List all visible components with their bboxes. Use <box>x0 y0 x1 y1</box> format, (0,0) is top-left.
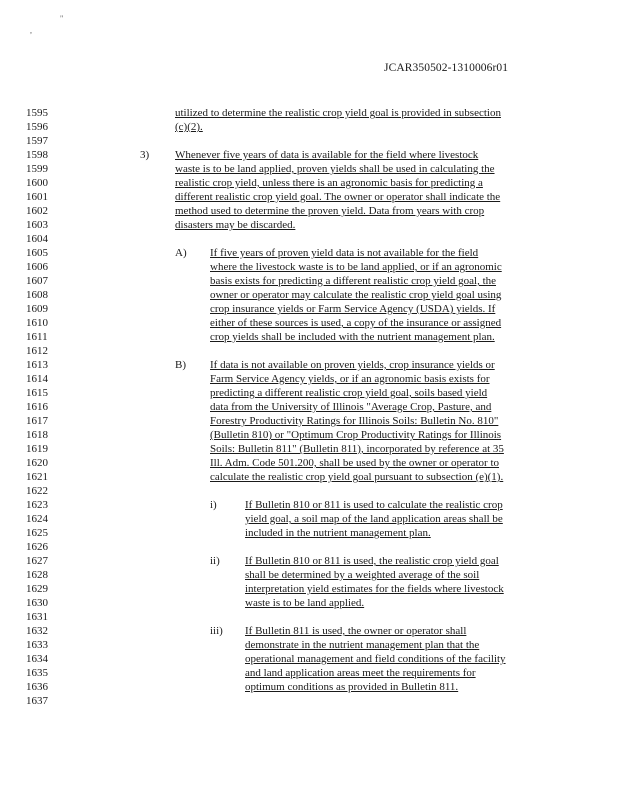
line-number: 1635 <box>26 667 48 679</box>
line-number: 1608 <box>26 289 48 301</box>
text-line: owner or operator may calculate the realistic crop yield goal using <box>210 289 502 301</box>
item-marker-3: 3) <box>140 149 150 161</box>
line-number: 1627 <box>26 555 48 567</box>
line-number: 1621 <box>26 471 48 483</box>
line-number: 1605 <box>26 247 48 259</box>
text-line: different realistic crop yield goal. The owner or operator shall indicate the <box>175 191 501 203</box>
line-number: 1610 <box>26 317 48 329</box>
item-marker-b: B) <box>175 359 186 371</box>
line-number: 1618 <box>26 429 48 441</box>
text-line: Whenever five years of data is available for the field where livestock <box>175 149 479 161</box>
item-marker-a: A) <box>175 247 187 259</box>
item-marker-ii: ii) <box>210 555 220 567</box>
text-line: either of these sources is used, a copy of the insurance or assigned <box>210 317 502 329</box>
text-line: If Bulletin 810 or 811 is used to calculate the realistic crop <box>245 499 503 511</box>
line-number: 1632 <box>26 625 48 637</box>
line-number: 1633 <box>26 639 48 651</box>
text-line: Soils: Bulletin 811" (Bulletin 811), incorporated by reference at 35 <box>210 443 504 455</box>
line-number: 1624 <box>26 513 48 525</box>
text-line: (Bulletin 810) or "Optimum Crop Productivity Ratings for Illinois <box>210 429 502 441</box>
item-marker-iii: iii) <box>210 625 223 637</box>
text-line: method used to determine the proven yield. Data from years with crop <box>175 205 485 217</box>
text-line: waste is to be land applied. <box>245 597 365 609</box>
text-line: yield goal, a soil map of the land application areas shall be <box>245 513 503 525</box>
text-line: crop insurance yields or Farm Service Agency (USDA) yields. If <box>210 303 496 315</box>
text-line: If Bulletin 811 is used, the owner or operator shall <box>245 625 467 637</box>
line-number: 1596 <box>26 121 48 133</box>
line-number: 1612 <box>26 345 48 357</box>
text-line: Forestry Productivity Ratings for Illinois Soils: Bulletin No. 810" <box>210 415 499 427</box>
scan-artifact-mark: , <box>30 26 32 35</box>
line-number: 1620 <box>26 457 48 469</box>
line-number: 1603 <box>26 219 48 231</box>
text-line: basis exists for predicting a different realistic crop yield goal, the <box>210 275 497 287</box>
line-number: 1630 <box>26 597 48 609</box>
scan-artifact-mark: " <box>60 14 64 23</box>
line-number: 1613 <box>26 359 48 371</box>
text-line: realistic crop yield, unless there is an agronomic basis for predicting a <box>175 177 483 189</box>
text-line: If five years of proven yield data is not available for the field <box>210 247 479 259</box>
line-number: 1617 <box>26 415 48 427</box>
text-line: demonstrate in the nutrient management plan that the <box>245 639 480 651</box>
text-line: If Bulletin 810 or 811 is used, the realistic crop yield goal <box>245 555 499 567</box>
text-line: (c)(2). <box>175 121 203 133</box>
text-line: shall be determined by a weighted average of the soil <box>245 569 480 581</box>
line-number: 1616 <box>26 401 48 413</box>
line-number: 1626 <box>26 541 48 553</box>
line-number: 1599 <box>26 163 48 175</box>
line-number: 1622 <box>26 485 48 497</box>
text-line: data from the University of Illinois "Average Crop, Pasture, and <box>210 401 492 413</box>
text-line: waste is to be land applied, proven yields shall be used in calculating the <box>175 163 495 175</box>
text-line: where the livestock waste is to be land applied, or if an agronomic <box>210 261 502 273</box>
text-line: disasters may be discarded. <box>175 219 296 231</box>
line-number: 1614 <box>26 373 48 385</box>
document-code-header: JCAR350502-1310006r01 <box>384 62 509 74</box>
line-number: 1625 <box>26 527 48 539</box>
text-line: and land application areas meet the requirements for <box>245 667 476 679</box>
line-number: 1607 <box>26 275 48 287</box>
line-number: 1597 <box>26 135 48 147</box>
text-line: interpretation yield estimates for the fields where livestock <box>245 583 504 595</box>
text-line: calculate the realistic crop yield goal pursuant to subsection (e)(1). <box>210 471 504 483</box>
text-line: crop yields shall be included with the nutrient management plan. <box>210 331 495 343</box>
text-line: optimum conditions as provided in Bulletin 811. <box>245 681 459 693</box>
line-number: 1623 <box>26 499 48 511</box>
line-number: 1601 <box>26 191 48 203</box>
line-number: 1600 <box>26 177 48 189</box>
text-line: Ill. Adm. Code 501.200, shall be used by the owner or operator to <box>210 457 500 469</box>
line-number: 1615 <box>26 387 48 399</box>
text-line: If data is not available on proven yields, crop insurance yields or <box>210 359 495 371</box>
line-number: 1611 <box>26 331 48 343</box>
line-number: 1595 <box>26 107 48 119</box>
line-number: 1628 <box>26 569 48 581</box>
line-number: 1606 <box>26 261 48 273</box>
text-line: predicting a different realistic crop yield goal, soils based yield <box>210 387 488 399</box>
line-number: 1634 <box>26 653 48 665</box>
text-line: Farm Service Agency yields, or if an agronomic basis exists for <box>210 373 490 385</box>
line-number: 1619 <box>26 443 48 455</box>
line-number: 1609 <box>26 303 48 315</box>
item-marker-i: i) <box>210 499 217 511</box>
line-number: 1636 <box>26 681 48 693</box>
line-number: 1604 <box>26 233 48 245</box>
text-line: operational management and field conditions of the facility <box>245 653 506 665</box>
line-number: 1631 <box>26 611 48 623</box>
line-number: 1602 <box>26 205 48 217</box>
text-line: utilized to determine the realistic crop yield goal is provided in subsection <box>175 107 501 119</box>
text-line: included in the nutrient management plan. <box>245 527 431 539</box>
line-number: 1598 <box>26 149 48 161</box>
line-number: 1629 <box>26 583 48 595</box>
line-number: 1637 <box>26 695 48 707</box>
